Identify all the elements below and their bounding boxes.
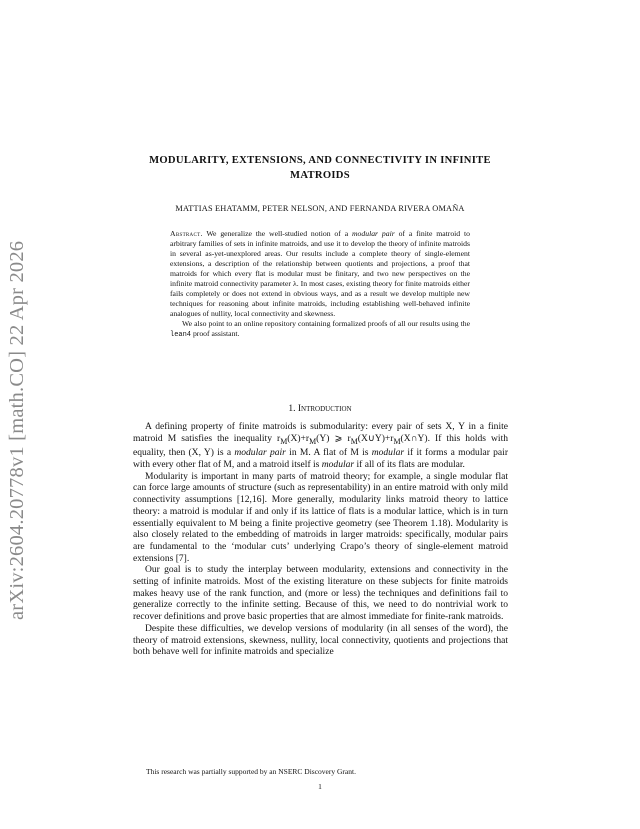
text: if it forms a modular pair with every other flat of M, and a matroid itself is [133,447,509,471]
subscript: M [350,436,358,446]
abstract-paragraph [170,319,470,340]
arxiv-identifier[interactable]: arXiv:2604.20778v1 [math.CO] 22 Apr 2026 [6,240,28,620]
abstract-label: Abstract. [170,229,203,238]
paragraph: Despite these difficulties, we develop versions of modularity (in all senses of the word), the theory of matroid extensions, skewness, nullity, local connectivity, quotients and projections that both behave well for infinite matroids and specialize [133,622,508,658]
subscript: M [280,436,288,446]
footnote: This research was partially supported by an NSERC Discovery Grant. [146,767,356,776]
text: (X∪Y)+r [357,432,394,444]
body-text [133,421,508,658]
paragraph [133,421,508,471]
text: in M. A flat of M is [285,447,372,459]
author-list: MATTIAS EHATAMM, PETER NELSON, AND FERNANDA RIVERA OMAÑA [175,204,465,213]
emphasis: modular [321,459,355,471]
text: (Y) ⩾ r [316,432,351,444]
subscript: M [309,436,317,446]
abstract-paragraph [170,229,470,319]
abstract-emphasis: modular pair [351,229,395,238]
text: (X∩Y). If this holds with equality, then (X, Y) is a [133,432,508,459]
section-heading-introduction: 1. Introduction [288,404,352,414]
text: A defining property of finite matroids is submodularity: every pair of sets X, Y in a finite matroid M satisfies the inequality r [133,421,508,444]
abstract-text: We also point to an online repository containing formalized proofs of all our results using the [182,319,470,329]
emphasis: modular pair [234,447,286,459]
emphasis: modular [371,447,405,459]
abstract-text: We generalize the well-studied notion of a [202,229,352,238]
abstract-text: of a finite matroid to arbitrary families of sets in infinite matroids, and use it to develop the theory of infinite matroids in several as-yet-unexplored areas. Our results include a complete theory of single-element extensions, a description of the relationship between quotients and projections, a proof that matroids for which every flat is modular must be finitary, and two new perspectives on the infinite matroid connectivity parameter λ. In most cases, existing theory for finite matroids either fails completely or does not extend in obvious ways, and as a result we develop multiple new techniques for reasoning about infinite matroids, including establishing well-behaved infinite analogues of nullity, local connectivity and skewness. [170,229,470,319]
page-number: 1 [318,782,322,791]
subscript: M [393,436,401,446]
paper-title: MODULARITY, EXTENSIONS, AND CONNECTIVITY IN INFINITE MATROIDS [149,155,491,181]
paragraph: Modularity is important in many parts of matroid theory; for example, a single modular flat can force large amounts of structure (such as representability) in an entire matroid with only mild connectivity assumptions [12,16]. More generally, modularity links matroid theory to lattice theory: a matroid is modular if and only if its lattice of flats is a modular lattice, which is in turn essentially equivalent to M being a finite projective geometry (see Theorem 1.18). Modularity is also closely related to the embedding of matroids in larger matroids: specifically, modular pairs are fundamental to the ‘modular cuts’ underlying Crapo’s theory of single-element matroid extensions [7]. [133,470,508,564]
paragraph: Our goal is to study the interplay between modularity, extensions and connectivity in the setting of infinite matroids. Most of the existing literature on these subjects for finite matroids makes heavy use of the rank function, and (more or less) the techniques and definitions fail to generalize correctly to the infinite setting. Because of this, we need to do nontrivial work to recover definitions and prove basic properties that are almost immediate for finite-rank matroids. [133,564,508,623]
abstract-text: proof assistant. [191,329,240,339]
text: (X)+r [287,432,310,444]
text: if all of its flats are modular. [354,459,465,471]
abstract [170,229,470,341]
code-lean4: lean4 [170,331,192,340]
